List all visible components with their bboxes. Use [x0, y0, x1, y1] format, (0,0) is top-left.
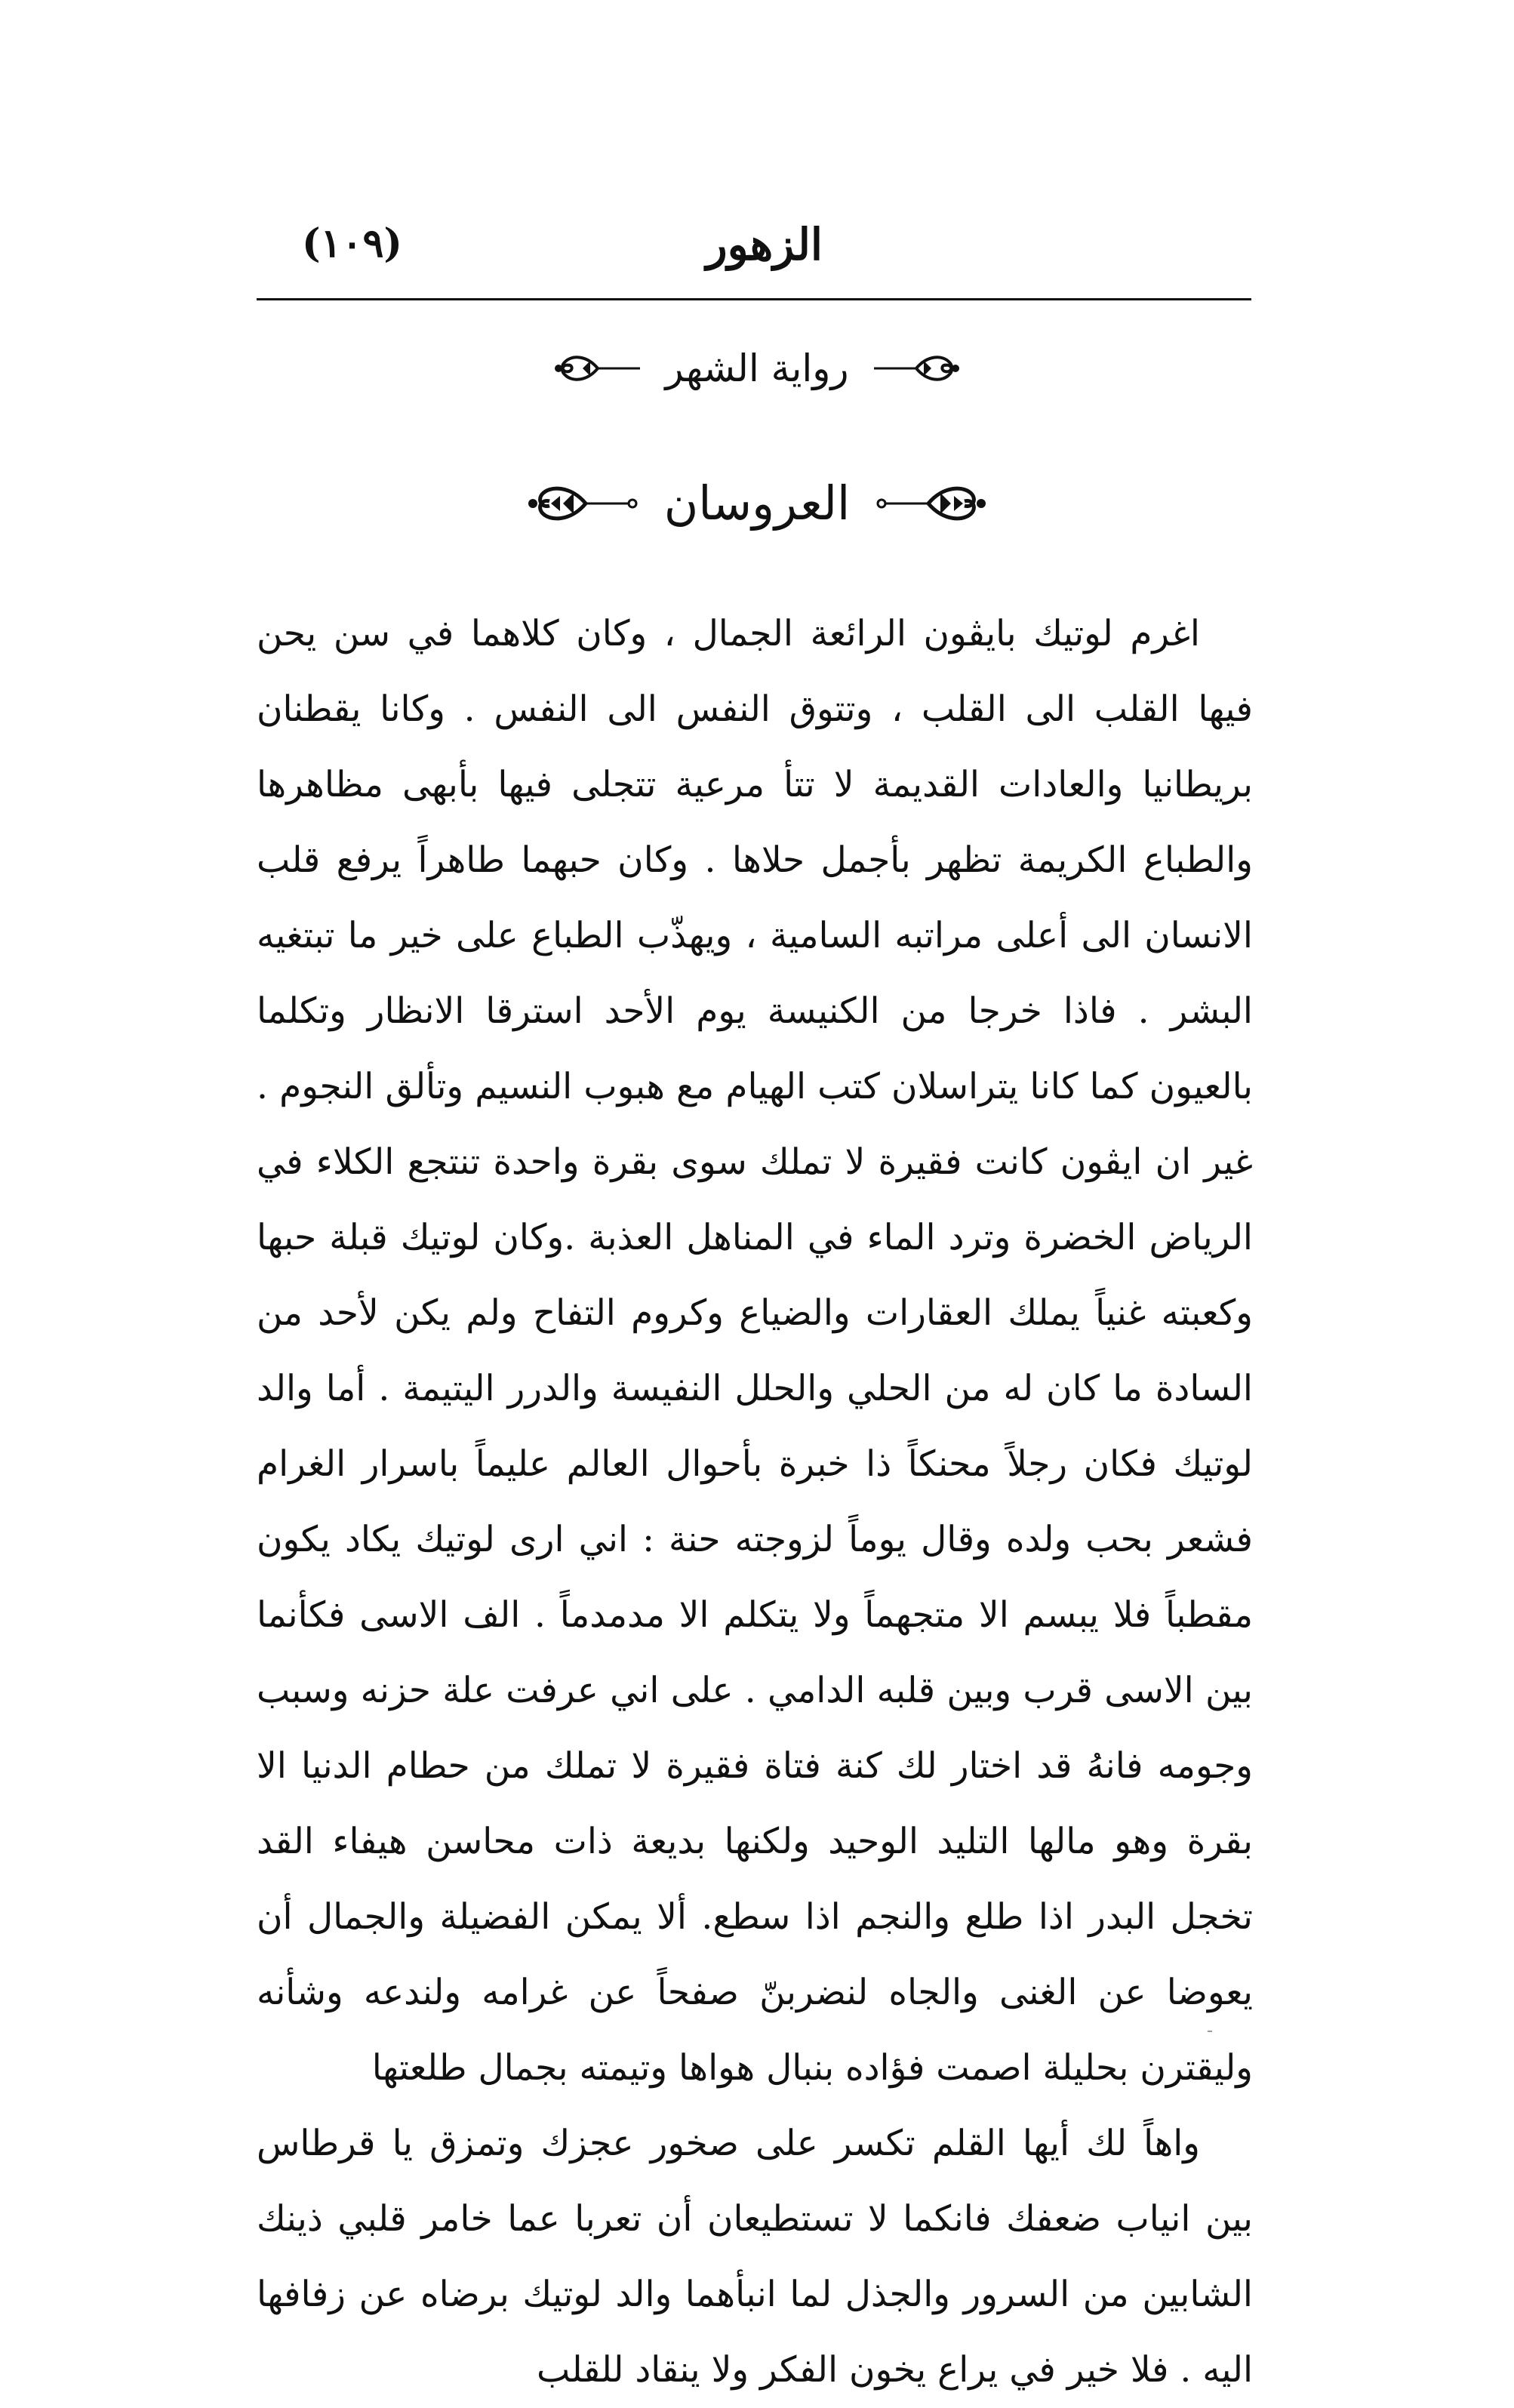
journal-title: الزهور	[706, 219, 823, 270]
header-rule	[257, 298, 1251, 300]
story-title-text: العروسان	[663, 476, 851, 531]
scan-speck	[1208, 2031, 1212, 2032]
story-title	[0, 472, 1514, 531]
fleuron-icon	[875, 481, 989, 526]
body-paragraph: اغرم لوتيك بايڤون الرائعة الجمال ، وكان كلاهما في سن يحن فيها القلب الى القلب ، وتتوق النفس الى النفس . وكانا يقطنان بريطانيا والعادات القديمة لا تتأ مرعية تتجلى فيها بأبهى مظاهرها والطباع الكريمة تظهر بأجمل حلاها . وكان حبهما طاهراً يرفع قلب الانسان الى أعلى مراتبه السامية ، ويهذّب الطباع على خير ما تبتغيه البشر . فاذا خرجا من الكنيسة يوم الأحد استرقا الانظار وتكلما بالعيون كما كانا يتراسلان كتب الهيام مع هبوب النسيم وتألق النجوم . غير ان ايڤون كانت فقيرة لا تملك سوى بقرة واحدة تنتجع الكلاء في الرياض الخضرة وترد الماء في المناهل العذبة .وكان لوتيك قبلة حبها وكعبته غنياً يملك العقارات والضياع وكروم التفاح ولم يكن لأحد من السادة ما كان له من الحلي والحلل النفيسة والدرر اليتيمة . أما والد لوتيك فكان رجلاً محنكاً ذا خبرة بأحوال العالم عليماً باسرار الغرام فشعر بحب ولده وقال يوماً لزوجته حنة : اني ارى لوتيك يكاد يكون مقطباً فلا يبسم الا متجهماً ولا يتكلم الا مدمدماً . الف الاسى فكأنما بين الاسى قرب وبين قلبه الدامي . على اني عرفت علة حزنه وسبب وجومه فانهُ قد اختار لك كنة فتاة فقيرة لا تملك من حطام الدنيا الا بقرة وهو مالها التليد الوحيد ولكنها بديعة ذات محاسن هيفاء القد تخجل البدر اذا طلع والنجم اذا سطع. ألا يمكن الفضيلة والجمال أن يعوضا عن الغنى والجاه لنضربنّ صفحاً عن غرامه ولندعه وشأنه وليقترن بحليلة اصمت فؤاده بنبال هواها وتيمته بجمال طلعتها	[257, 613, 1253, 2089]
body-paragraph: واهاً لك أيها القلم تكسر على صخور عجزك وتمزق يا قرطاس بين انياب ضعفك فانكما لا تستطيعان أن تعربا عما خامر قلبي ذينك الشابين من السرور والجذل لما انبأهما والد لوتيك برضاه عن زفافها اليه . فلا خير في يراع يخون الفكر ولا ينقاد للقلب	[257, 2123, 1253, 2391]
section-heading	[0, 343, 1514, 390]
fleuron-icon	[552, 352, 643, 385]
fleuron-icon	[871, 352, 962, 385]
page-number: (١٠٩)	[302, 220, 403, 266]
story-body	[257, 596, 1253, 2408]
fleuron-icon	[525, 481, 639, 526]
running-header	[249, 211, 1253, 302]
section-heading-text: رواية الشهر	[665, 346, 849, 390]
